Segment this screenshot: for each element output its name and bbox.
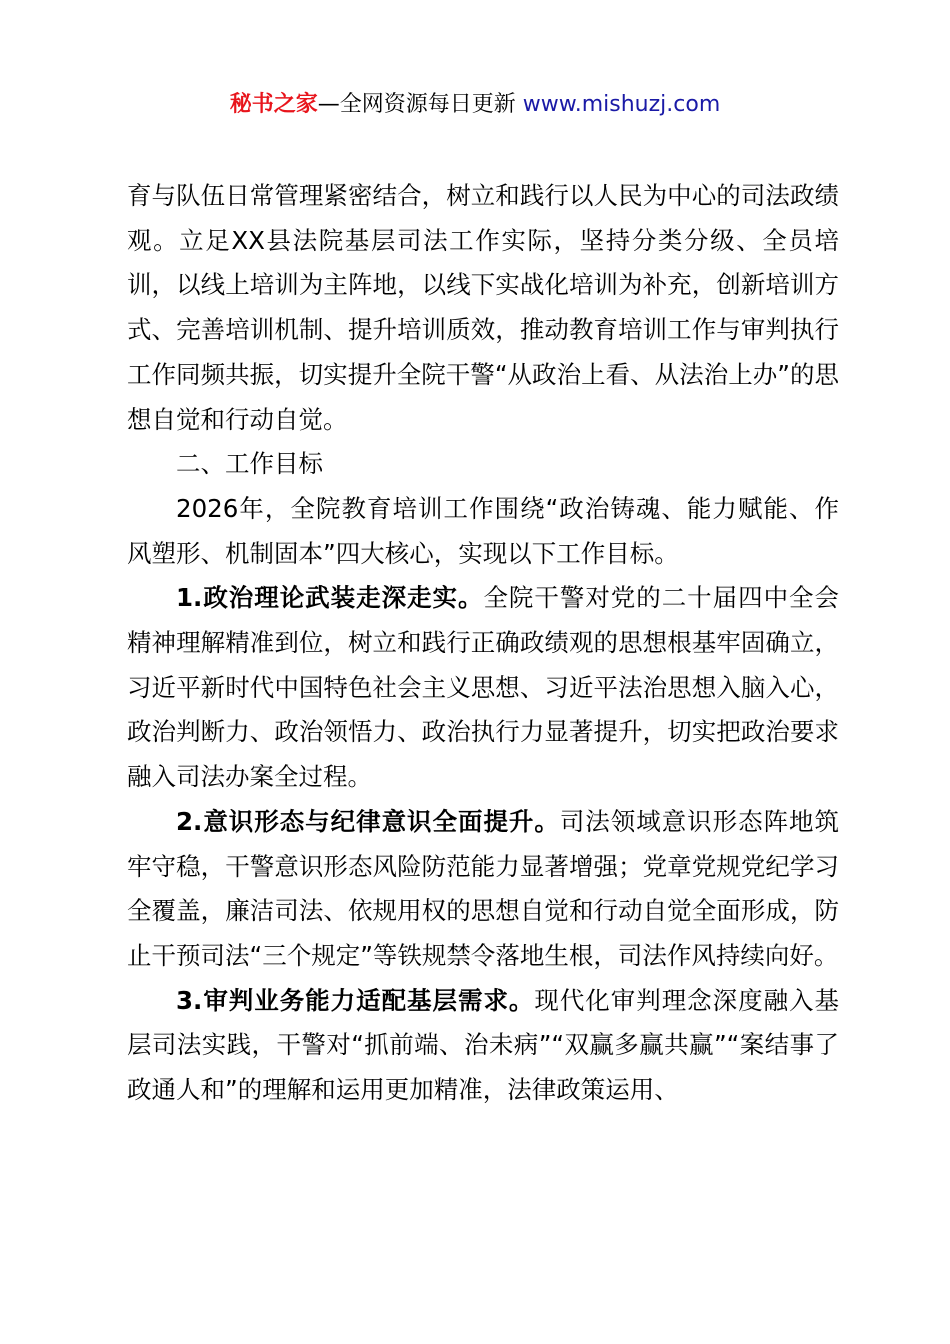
- goal-2-title: 2.意识形态与纪律意识全面提升。: [176, 806, 560, 836]
- paragraph-intro: 育与队伍日常管理紧密结合，树立和践行以人民为中心的司法政绩观。立足XX县法院基层司法工作实际，坚持分类分级、全员培训，以线上培训为主阵地，以线下实战化培训为补充，创新培训方式、完善培训机制、提升培训质效，推动教育培训工作与审判执行工作同频共振，切实提升全院干警“从政治上看、从法治上办”的思想自觉和行动自觉。: [127, 181, 839, 434]
- section-heading: 二、工作目标: [176, 449, 323, 479]
- paragraph-goals-intro: 2026年，全院教育培训工作围绕“政治铸魂、能力赋能、作风塑形、机制固本”四大核心，实现以下工作目标。: [127, 493, 839, 568]
- page-header: [0, 88, 950, 122]
- paragraph-goal-2: [127, 800, 839, 979]
- goal-1-title: 1.政治理论武装走深走实。: [176, 583, 484, 613]
- document-body: [127, 174, 839, 1113]
- paragraph-goal-3: [127, 979, 839, 1113]
- paragraph-goal-1: [127, 576, 839, 800]
- goal-3-title: 3.审判业务能力适配基层需求。: [176, 985, 535, 1015]
- brand-name: 秘书之家: [229, 92, 318, 117]
- website-link[interactable]: www.mishuzj.com: [522, 92, 721, 117]
- header-slogan: —全网资源每日更新: [317, 92, 523, 117]
- goal-3-text: 现代化审判理念深度融入基层司法实践，干警对“抓前端、治未病”“双赢多赢共赢”“案结事了政通人和”的理解和运用更加精准，法律政策运用、: [127, 985, 839, 1105]
- goal-2-text: 司法领域意识形态阵地筑牢守稳，干警意识形态风险防范能力显著增强；党章党规党纪学习全覆盖，廉洁司法、依规用权的思想自觉和行动自觉全面形成，防止干预司法“三个规定”等铁规禁令落地生根，司法作风持续向好。: [127, 806, 839, 970]
- goal-1-text: 全院干警对党的二十届四中全会精神理解精准到位，树立和践行正确政绩观的思想根基牢固确立，习近平新时代中国特色社会主义思想、习近平法治思想入脑入心，政治判断力、政治领悟力、政治执行力显著提升，切实把政治要求融入司法办案全过程。: [127, 583, 840, 792]
